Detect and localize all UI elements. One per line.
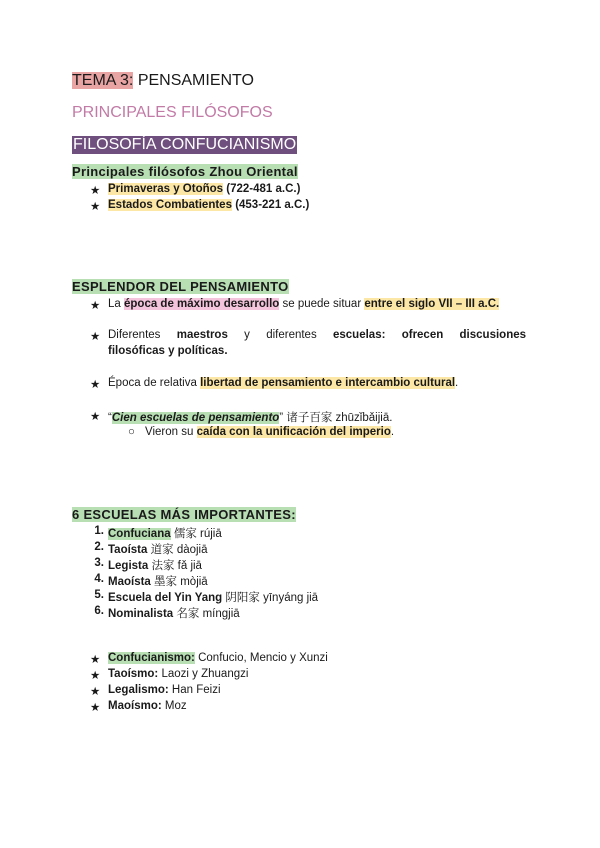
star-bullet-icon: ★ (90, 654, 101, 666)
paragraph-line: filosóficas y políticas. (108, 345, 228, 357)
zhou-heading: Principales filósofos Zhou Oriental (72, 164, 298, 179)
schools-heading: 6 ESCUELAS MÁS IMPORTANTES: (72, 507, 296, 522)
star-bullet-icon: ★ (90, 201, 101, 213)
paragraph-line: Diferentes maestros y diferentes escuelas: ofrecen discusiones (108, 329, 527, 341)
document-page: TEMA 3: PENSAMIENTO PRINCIPALES FILÓSOFOS FILOSOFÍA CONFUCIANISMO Principales filósofos Zhou Oriental ★ Primaveras y Otoños (722-481 a.C.) ★ Estados Combatientes (453-221 a.C.) ESPLENDOR DEL PENSAMIENTO ★ La época de máximo desarrollo se puede situar entre el siglo VII – III a.C. ★ Diferentes maestros y diferentes escuelas: ofrecen discusiones filosóficas y políticas. ★ Época de relativa libertad de pensamiento e intercambio cultural. ★ “Cien escuelas de pensamiento” 诸子百家 zhūzǐbǎijiā. ○ Vieron su caída con la unificación del imperio. 6 ESCUELAS MÁS IMPORTANTES: 1. Confuciana 儒家 rújiā 2. Taoísta 道家 dàojiā 3. Legista 法家 fǎ jiā 4. Maoísta 墨家 mòjiā 5. Escuela del Yin Yang 阴阳家 yīnyáng jiā 6. Nominalista 名家 míngjiā ★ Confucianismo: Confucio, Mencio y Xunzi ★ Taoísmo: Laozi y Zhuangzi ★ Legalismo: Han Feizi ★ Maoísmo: Moz (72, 72, 527, 714)
philosophy-heading: FILOSOFÍA CONFUCIANISMO (73, 136, 297, 153)
star-bullet-icon: ★ (90, 185, 101, 197)
star-bullet-icon: ★ (90, 331, 101, 343)
star-bullet-icon: ★ (90, 300, 101, 312)
star-bullet-icon: ★ (90, 379, 101, 391)
splendor-heading: ESPLENDOR DEL PENSAMIENTO (72, 279, 289, 294)
star-bullet-icon: ★ (90, 670, 101, 682)
topic-title (72, 72, 254, 90)
topic-name: PENSAMIENTO (137, 72, 254, 89)
circle-bullet-icon: ○ (128, 426, 135, 438)
star-bullet-icon: ★ (90, 411, 101, 423)
star-bullet-icon: ★ (90, 686, 101, 698)
star-bullet-icon: ★ (90, 702, 101, 714)
section-title: PRINCIPALES FILÓSOFOS (72, 104, 273, 121)
topic-tag: TEMA 3: (72, 72, 134, 89)
